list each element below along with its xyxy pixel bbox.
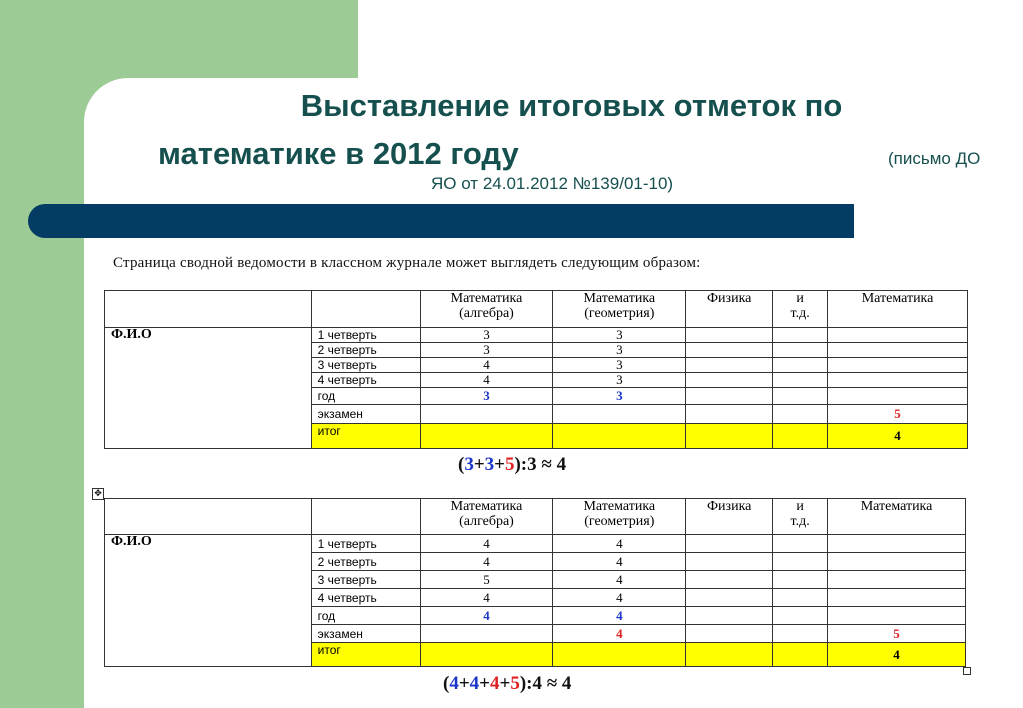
exam-grade-cell: 4 <box>553 625 686 643</box>
grade-cell: 4 <box>420 553 553 571</box>
grade-cell: 3 <box>553 328 686 343</box>
grade-cell: 4 <box>420 358 553 373</box>
grade-cell: 4 <box>420 535 553 553</box>
row-label: экзамен <box>311 405 420 424</box>
fio-cell: Ф.И.О <box>105 535 312 667</box>
grade-cell: 3 <box>420 343 553 358</box>
grade-cell: 4 <box>553 589 686 607</box>
resize-handle-icon[interactable] <box>963 667 971 675</box>
grades-table-1 <box>104 290 968 449</box>
row-label: 4 четверть <box>311 589 420 607</box>
exam-grade-cell: 5 <box>828 405 968 424</box>
header-empty-cell <box>311 499 420 535</box>
year-grade-cell: 3 <box>553 388 686 405</box>
grade-cell: 4 <box>553 535 686 553</box>
row-label: 3 четверть <box>311 358 420 373</box>
row-label: экзамен <box>311 625 420 643</box>
grades-table-2 <box>104 498 966 667</box>
grade-cell: 3 <box>553 373 686 388</box>
decorative-blue-bar <box>28 204 854 238</box>
header-etc: и т.д. <box>773 291 828 328</box>
grade-cell: 4 <box>420 589 553 607</box>
grade-cell: 3 <box>553 358 686 373</box>
fio-cell: Ф.И.О <box>105 328 312 449</box>
final-grade-cell: 4 <box>828 643 966 667</box>
row-label: 4 четверть <box>311 373 420 388</box>
grade-cell: 3 <box>553 343 686 358</box>
table-row <box>105 535 966 553</box>
header-etc: и т.д. <box>773 499 828 535</box>
header-empty-cell <box>105 291 312 328</box>
white-top-area <box>358 0 1023 80</box>
header-math: Математика <box>828 291 968 328</box>
row-label: итог <box>311 424 420 449</box>
header-algebra: Математика (алгебра) <box>420 291 553 328</box>
formula-1: (3+3+5):3 ≈ 4 <box>458 454 567 475</box>
header-algebra: Математика (алгебра) <box>420 499 553 535</box>
row-label: 2 четверть <box>311 343 420 358</box>
row-label: 1 четверть <box>311 328 420 343</box>
row-label: год <box>311 388 420 405</box>
header-physics: Физика <box>686 499 773 535</box>
grade-cell: 4 <box>553 553 686 571</box>
header-math: Математика <box>828 499 966 535</box>
header-empty-cell <box>105 499 312 535</box>
table-row <box>105 328 968 343</box>
row-label: год <box>311 607 420 625</box>
row-label: 2 четверть <box>311 553 420 571</box>
grade-cell: 4 <box>420 373 553 388</box>
header-geometry: Математика (геометрия) <box>553 499 686 535</box>
letter-reference-part2: ЯО от 24.01.2012 №139/01-10) <box>431 174 674 193</box>
grade-cell: 5 <box>420 571 553 589</box>
move-handle-icon[interactable]: ✥ <box>92 488 104 500</box>
formula-2: (4+4+4+5):4 ≈ 4 <box>443 673 572 694</box>
grade-cell: 3 <box>420 328 553 343</box>
header-empty-cell <box>311 291 420 328</box>
header-physics: Физика <box>686 291 773 328</box>
header-geometry: Математика (геометрия) <box>553 291 686 328</box>
grade-cell: 4 <box>553 571 686 589</box>
year-grade-cell: 4 <box>420 607 553 625</box>
exam-grade-cell: 5 <box>828 625 966 643</box>
row-label: итог <box>311 643 420 667</box>
table-caption: Страница сводной ведомости в классном журнале может выглядеть следующим образом: <box>113 255 701 271</box>
year-grade-cell: 4 <box>553 607 686 625</box>
row-label: 1 четверть <box>311 535 420 553</box>
year-grade-cell: 3 <box>420 388 553 405</box>
slide-title-line2: математике в 2012 году <box>158 136 519 171</box>
final-grade-cell: 4 <box>828 424 968 449</box>
letter-reference-part1: (письмо ДО <box>888 149 981 168</box>
slide-title-line1: Выставление итоговых отметок по <box>300 88 843 123</box>
row-label: 3 четверть <box>311 571 420 589</box>
